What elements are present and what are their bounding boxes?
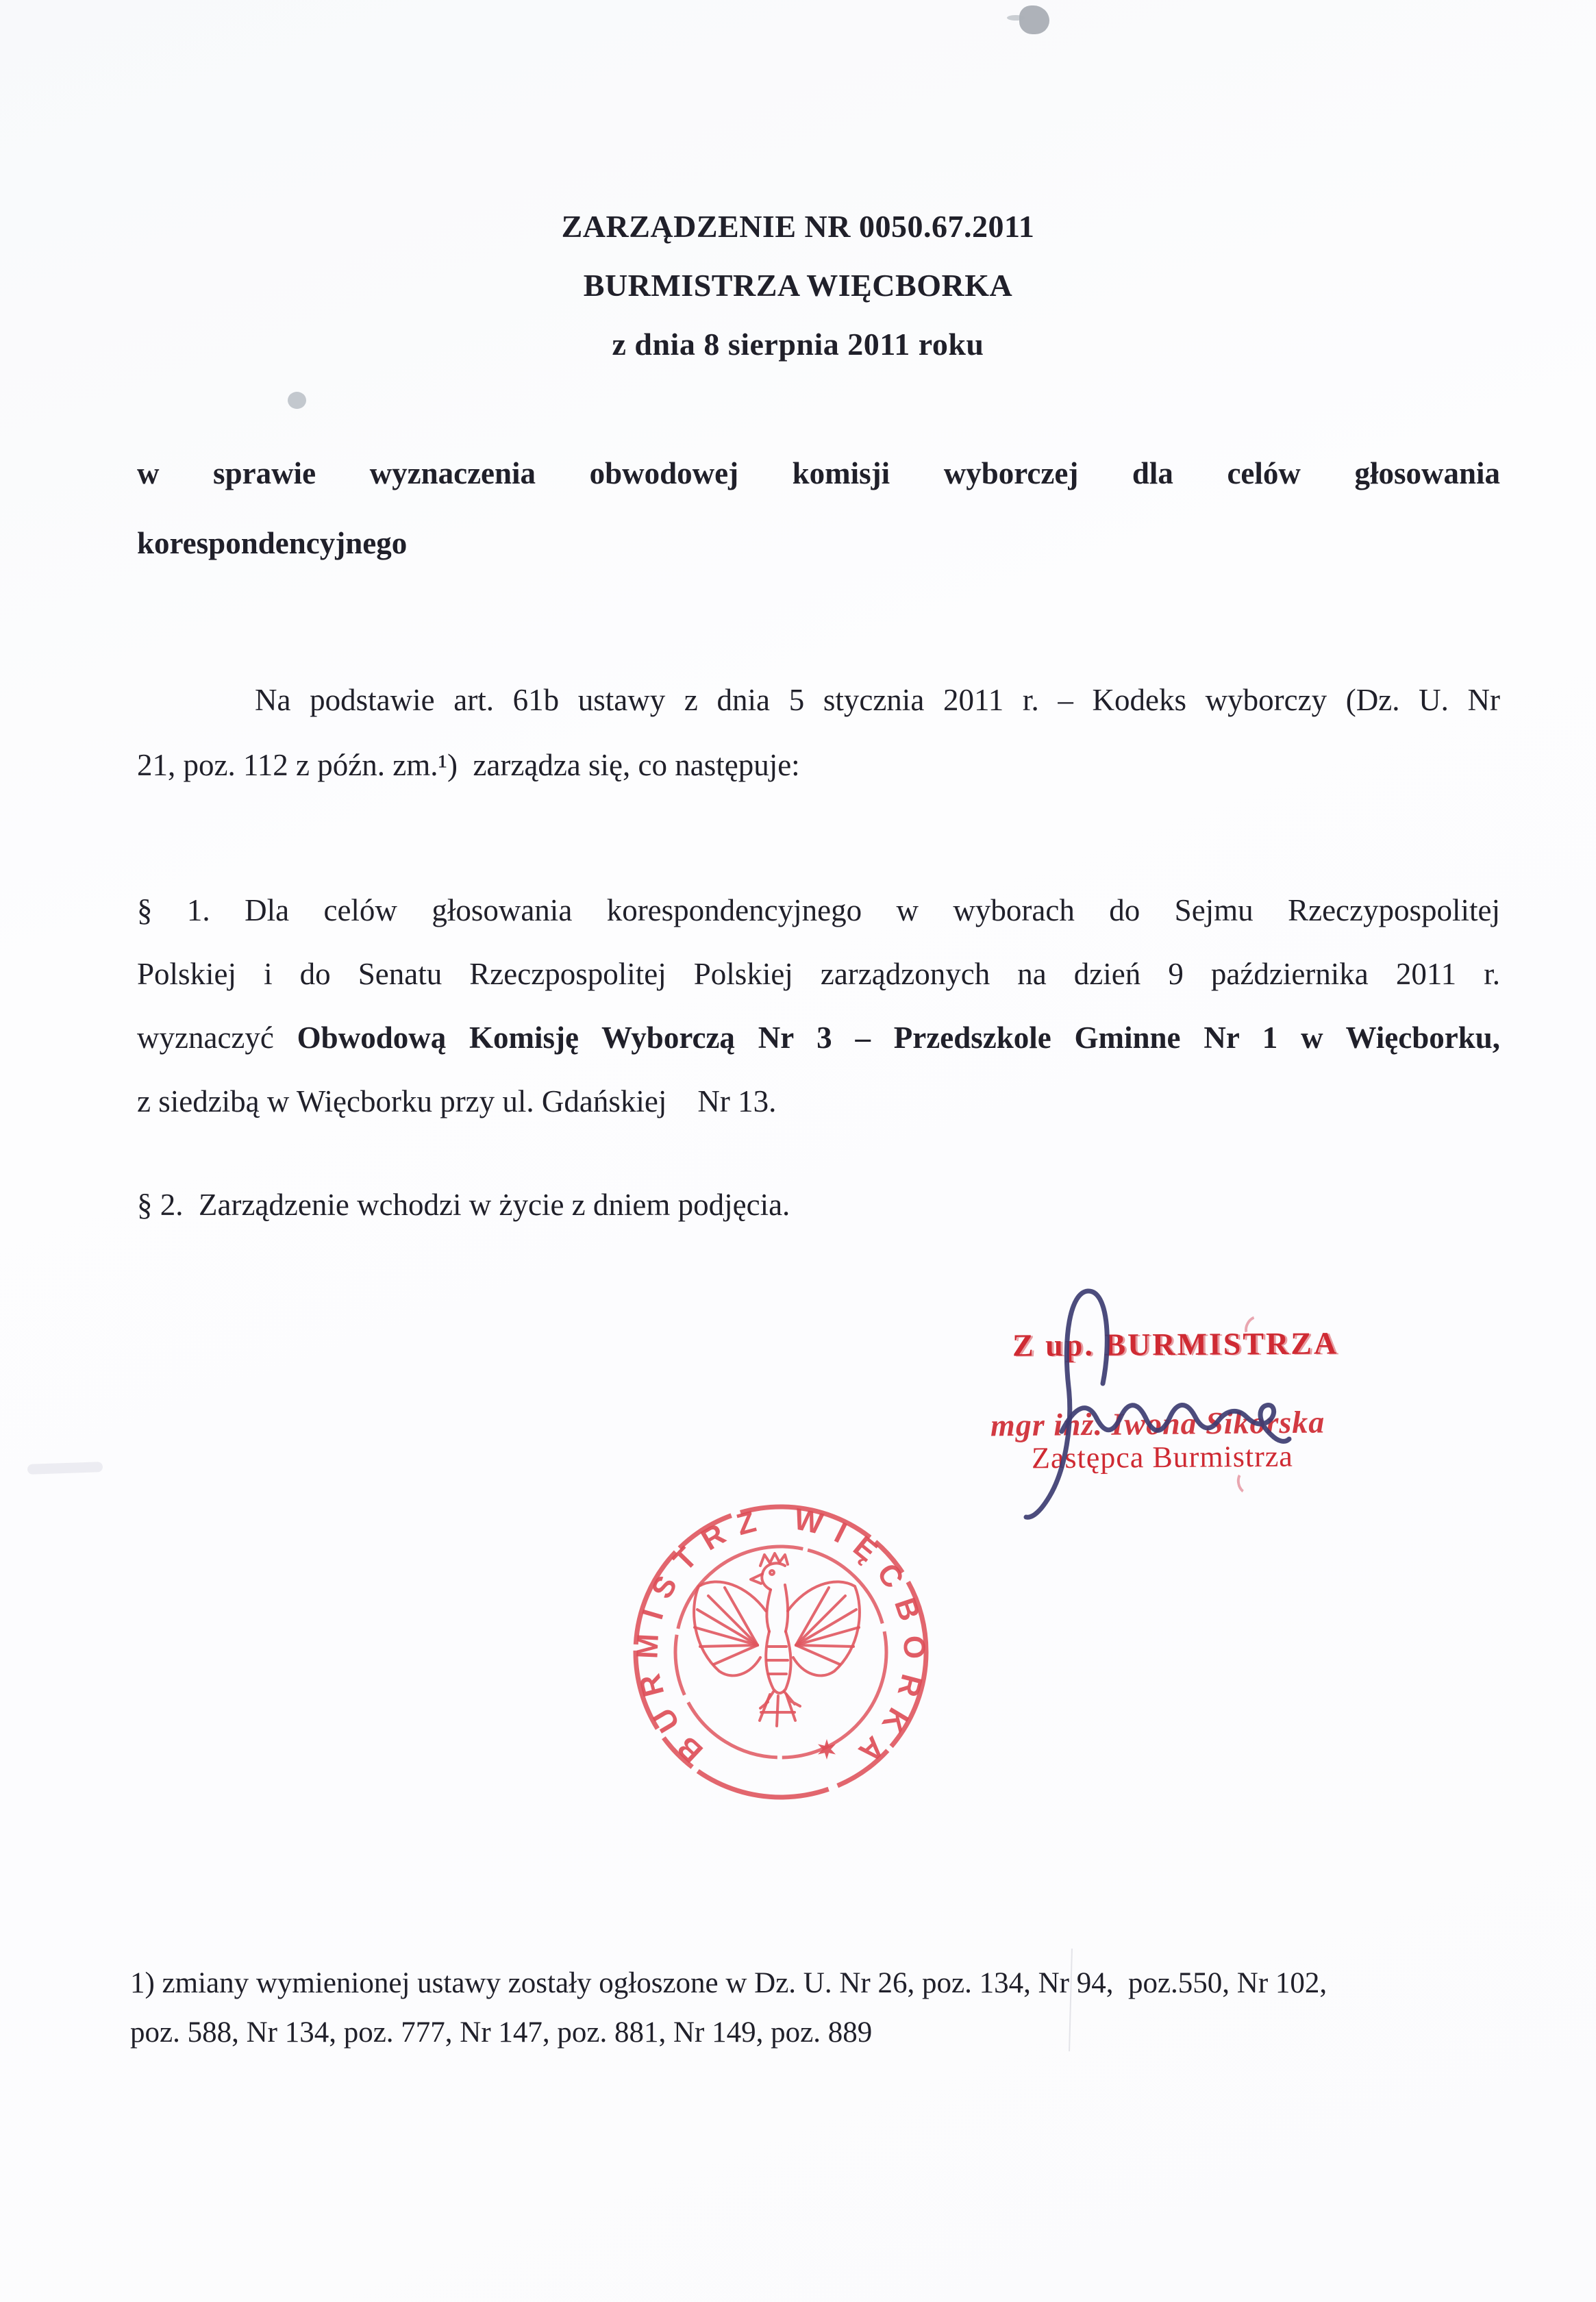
footnote-line-2: poz. 588, Nr 134, poz. 777, Nr 147, poz. 881, Nr 149, poz. 889 bbox=[130, 2016, 873, 2049]
commission-designation: Obwodową Komisję Wyborczą Nr 3 – Przedszkole Gminne Nr 1 w Więcborku, bbox=[297, 1021, 1500, 1055]
footnote-block bbox=[130, 1959, 1507, 2057]
signature-loop-stroke bbox=[1026, 1291, 1107, 1517]
scan-dot-icon bbox=[288, 392, 306, 409]
subject-line-1: w sprawie wyznaczenia obwodowej komisji wyborczej dla celów głosowania bbox=[137, 456, 1500, 490]
legal-basis-paragraph bbox=[137, 668, 1500, 798]
paragraph-1-line-3-regular: wyznaczyć bbox=[137, 1021, 297, 1055]
paragraph-2 bbox=[137, 1173, 1500, 1238]
legal-basis-line-2: 21, poz. 112 z późn. zm.¹) zarządza się, co następuje: bbox=[137, 748, 800, 782]
signature-wave-stroke bbox=[1062, 1405, 1289, 1441]
handwritten-signature bbox=[986, 1271, 1329, 1531]
polish-eagle-emblem-icon bbox=[694, 1553, 860, 1726]
subject-line-2: korespondencyjnego bbox=[137, 526, 408, 560]
scan-smudge-left-icon bbox=[27, 1462, 103, 1475]
ordinance-number: ZARZĄDZENIE NR 0050.67.2011 bbox=[561, 209, 1035, 244]
paragraph-2-line: § 2. Zarządzenie wchodzi w życie z dniem podjęcia. bbox=[137, 1188, 790, 1222]
scan-smudge-top-icon bbox=[1019, 5, 1049, 34]
subject-clause bbox=[137, 438, 1500, 578]
signer-name-stamp-text: mgr inż. Iwona Sikorska bbox=[990, 1404, 1325, 1443]
issuing-authority: BURMISTRZA WIĘCBORKA bbox=[583, 268, 1013, 303]
official-round-seal bbox=[623, 1494, 938, 1810]
document-title-block bbox=[0, 197, 1596, 374]
paragraph-1-line-3 bbox=[137, 1006, 1500, 1070]
scan-smudge-top-tail-icon bbox=[1007, 15, 1025, 21]
seal-ring-text: BURMISTRZ WIĘCBORKA bbox=[630, 1501, 932, 1769]
paragraph-1-line-2: Polskiej i do Senatu Rzeczpospolitej Polskiej zarządzonych na dzień 9 października 2011 r. bbox=[137, 957, 1500, 991]
seal-inner-ring bbox=[675, 1547, 886, 1757]
authorization-stamp-text: Z up. BURMISTRZA bbox=[1012, 1325, 1339, 1363]
ordinance-date: z dnia 8 sierpnia 2011 roku bbox=[612, 327, 984, 362]
footnote-line-1: 1) zmiany wymienionej ustawy zostały ogłoszone w Dz. U. Nr 26, poz. 134, Nr 94, poz.550, Nr 102, bbox=[130, 1967, 1327, 1999]
signer-position-stamp-text: Zastępca Burmistrza bbox=[1031, 1439, 1294, 1475]
legal-basis-line-1: Na podstawie art. 61b ustawy z dnia 5 stycznia 2011 r. – Kodeks wyborczy (Dz. U. Nr bbox=[255, 683, 1500, 717]
paragraph-1-line-1: § 1. Dla celów głosowania korespondencyjnego w wyborach do Sejmu Rzeczypospolitej bbox=[137, 893, 1500, 927]
paragraph-1 bbox=[137, 879, 1500, 1134]
paragraph-1-line-4: z siedzibą w Więcborku przy ul. Gdańskiej Nr 13. bbox=[137, 1084, 777, 1118]
